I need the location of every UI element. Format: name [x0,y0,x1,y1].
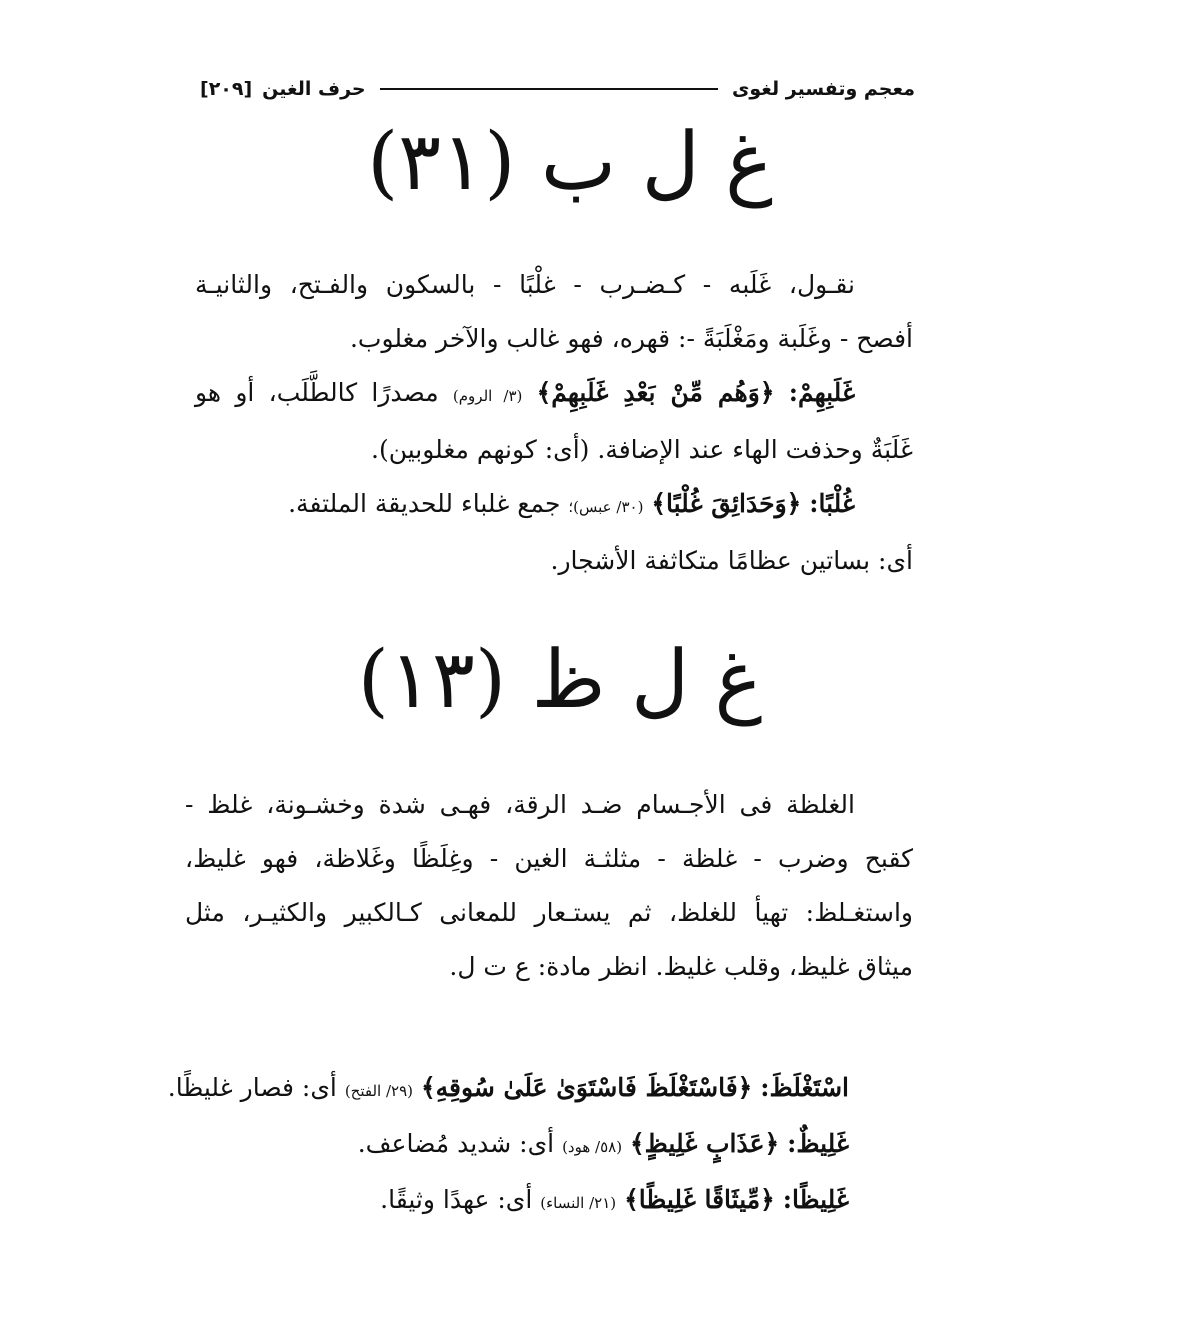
entry-ghlz [185,778,913,994]
definition-text: أى: شديد مُضاعف. [357,1129,555,1158]
text-line: غَلَبَةٌ وحذفت الهاء عند الإضافة. (أى: كونهم مغلوبين). [371,435,913,464]
running-header [200,72,915,106]
text-line: أى: بساتين عظامًا متكاثفة الأشجار. [550,546,913,575]
headword: اسْتَغْلَظَ: [760,1073,849,1102]
quran-quote: ﴿مِّيثَاقًا غَلِيظًا﴾ [624,1185,775,1214]
book-title: معجم وتفسير لغوى [731,78,915,100]
quran-quote: ﴿وَهُم مِّنْ بَعْدِ غَلَبِهِمْ﴾ [536,378,775,407]
text-line: ميثاق غليظ، وقلب غليظ. انظر مادة: ع ت ل. [449,952,913,981]
quran-reference: (٣٠/ عبس)؛ [568,498,644,516]
headword: غُلْبًا: [809,489,855,518]
headword: غَلِيظٌ: [787,1129,849,1158]
text-line: واستغـلظ: تهيأ للغلظ، ثم يستـعار للمعانى كـالكبير والكثيـر، مثل [185,898,913,927]
text-line [195,477,913,534]
header-rule [380,88,718,90]
definition-text: أى: فصار غليظًا. [167,1073,337,1102]
quran-quote: ﴿عَذَابٍ غَلِيظٍ﴾ [630,1129,780,1158]
quran-reference: (٥٨/ هود) [562,1138,623,1156]
intro-paragraph [195,258,913,366]
text-line: الغلظة فى الأجـسام ضـد الرقة، فهـى شدة وخشـونة، غلظ - [185,790,855,819]
text-line [380,1172,849,1231]
quran-reference: (٣/ الروم) [452,387,523,405]
headword: غَلَبِهِمْ: [788,378,856,407]
definition-text: أى: عهدًا وثيقًا. [380,1185,533,1214]
text-line: نقـول، غَلَبه - كـضـرب - غلْبًا - بالسكون والفـتح، والثانيـة [195,270,855,299]
quran-reference: (٢٩/ الفتح) [344,1082,414,1100]
page-number: [٢٠٩] [200,78,253,100]
root-heading-ghlb: غ ل ب (٣١) [367,115,773,208]
chapter-name: حرف الغين [262,78,366,100]
root-heading-ghlz: غ ل ظ (١٣) [357,633,763,726]
intro-paragraph [185,778,913,994]
entry-ghlb [195,258,913,588]
sub-entry [358,1116,849,1175]
text-line: أفصح - وغَلَبة ومَغْلَبَةً -: قهره، فهو غالب والآخر مغلوب. [349,324,913,353]
headword: غَلِيظًا: [782,1185,849,1214]
quran-quote: ﴿فَاسْتَغْلَظَ فَاسْتَوَىٰ عَلَىٰ سُوقِهِ﴾ [420,1073,753,1102]
text-line: كقبح وضرب - غلظة - مثلثـة الغين - وغِلَظًا وغَلاظة، فهو غليظ، [185,844,913,873]
definition-text: جمع غلباء للحديقة الملتفة. [288,489,561,518]
quran-reference: (٢١/ النساء) [540,1194,617,1212]
sub-entry [195,366,913,477]
sub-entry [168,1060,849,1119]
text-line [168,1060,849,1119]
sub-entry [195,477,913,588]
text-line [195,366,913,423]
quran-quote: ﴿وَحَدَائِقَ غُلْبًا﴾ [651,489,802,518]
sub-entry [380,1172,849,1231]
definition-text: مصدرًا كالطَّلَب، أو هو [195,378,439,407]
text-line [358,1116,849,1175]
